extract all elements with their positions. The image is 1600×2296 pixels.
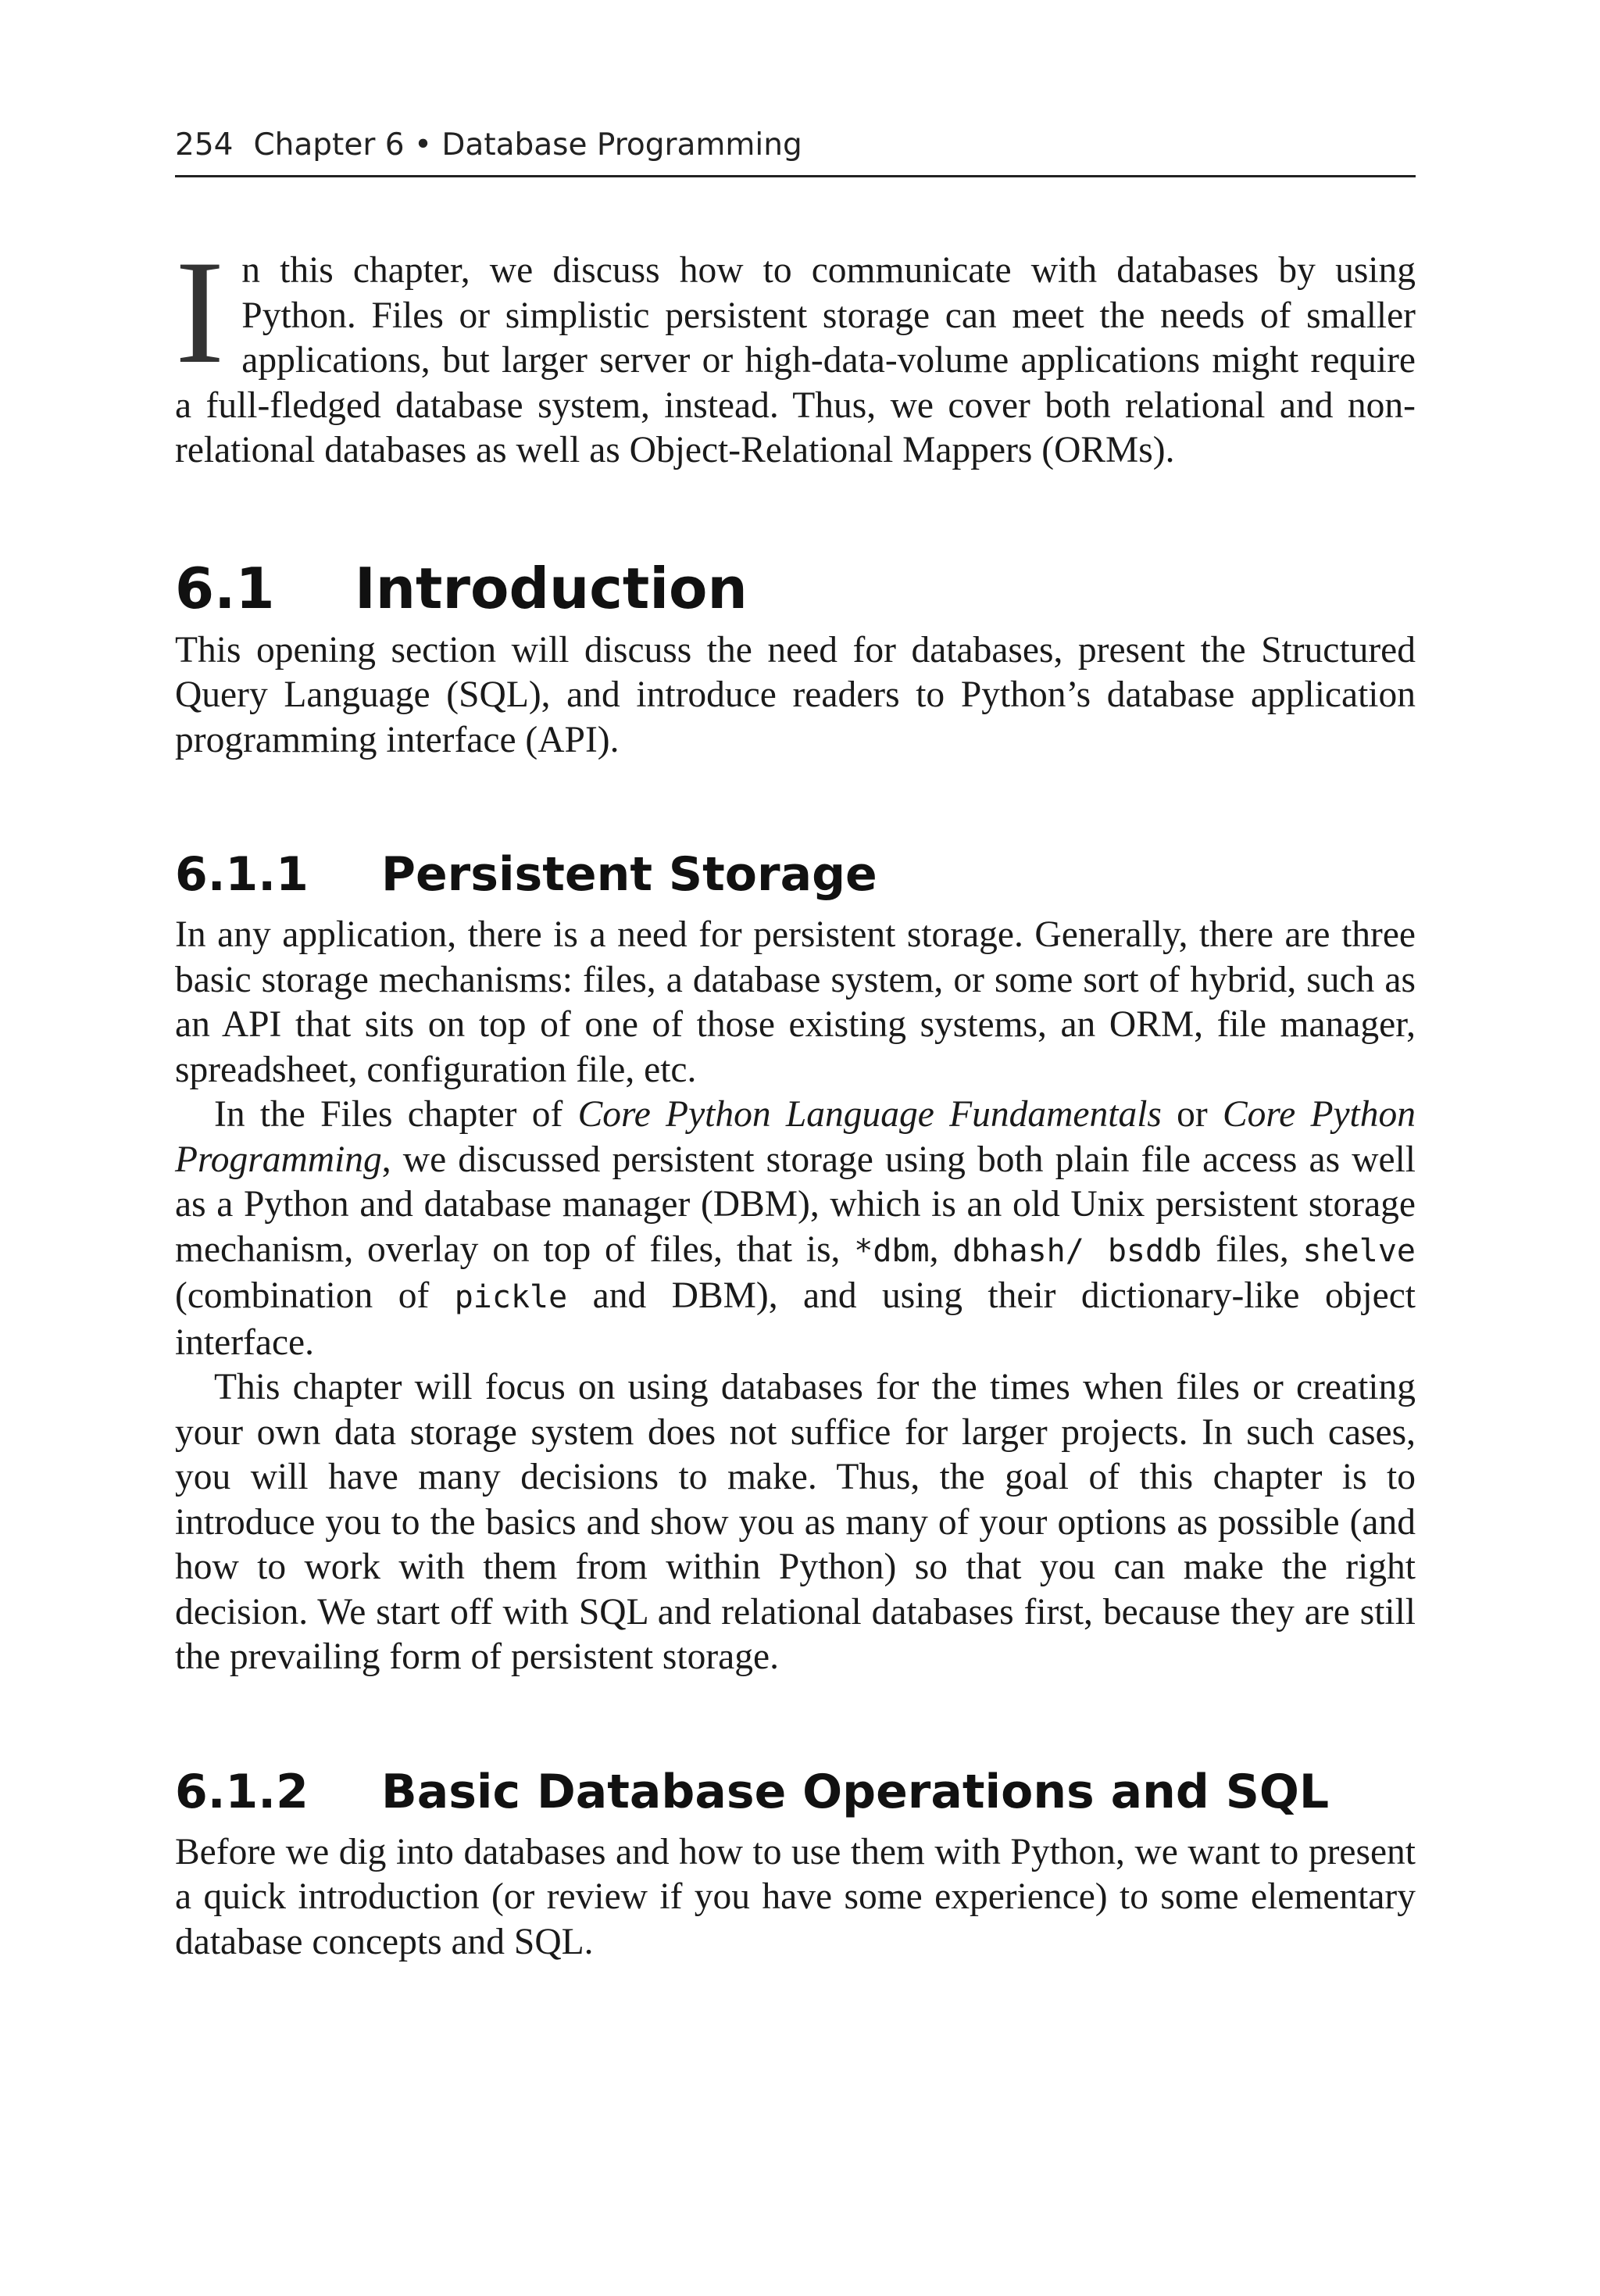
text-run: (combination of [175, 1275, 455, 1316]
section-6-1-paragraph: This opening section will discuss the need for databases, present the Structured Query Language (SQL), and introduce readers to Python’s database application programming interface (API). [175, 629, 1416, 760]
section-6-1-1-paragraph-3: This chapter will focus on using databases for the times when files or creating your own data storage system does not suffice for larger projects. In such cases, you will have many decisions to make. Thus, the goal of this chapter is to introduce you to the basics and show you as many of your options as possible (and how to work with them from within Python) so that you can make the right decision. We start off with SQL and relational databases first, because they are still the prevailing form of persistent storage. [175, 1367, 1416, 1677]
text-run: files, [1202, 1228, 1303, 1270]
drop-cap: I [175, 231, 225, 395]
text-run: In the Files chapter of [214, 1094, 578, 1135]
section-number: 6.1 [175, 555, 275, 621]
section-number: 6.1.2 [175, 1764, 309, 1819]
book-title-italic: Core Python Programming [175, 1094, 1416, 1180]
text-run: and DBM), and using their dictionary-like object interface. [175, 1275, 1416, 1363]
code-dbm: *dbm [854, 1232, 930, 1269]
code-pickle: pickle [454, 1279, 568, 1315]
section-6-1-1-paragraph-1: In any application, there is a need for persistent storage. Generally, there are three basic storage mechanisms: files, a database system, or some sort of hybrid, such as an API that sits on top of one of those existing systems, an ORM, file manager, spreadsheet, configuration file, etc. [175, 914, 1416, 1090]
section-title: Introduction [355, 555, 748, 621]
text-run: , [929, 1228, 953, 1270]
page-number: 254 [175, 127, 234, 163]
text-run: , we discussed persistent storage using both plain file access as well as a Python and database manager (DBM), which is an old Unix persistent storage mechanism, overlay on top of files, that is, [175, 1139, 1416, 1270]
section-heading-6-1 [175, 553, 1416, 624]
section-number: 6.1.1 [175, 847, 309, 902]
text-run: or [1161, 1094, 1223, 1135]
section-heading-6-1-1 [175, 844, 1416, 905]
intro-text: n this chapter, we discuss how to communicate with databases by using Python. Files or simplistic persistent storage can meet the needs of smaller applications, but larger server or high-data-volume applications might require a full-fledged database system, instead. Thus, we cover both relational and non-relational databases as well as Object-Relational Mappers (ORMs). [175, 250, 1416, 470]
section-6-1-1-paragraph-2 [175, 1093, 1416, 1365]
code-shelve: shelve [1302, 1232, 1416, 1269]
running-title: Chapter 6 • Database Programming [253, 127, 802, 163]
section-title: Basic Database Operations and SQL [381, 1764, 1330, 1819]
chapter-intro-paragraph [175, 231, 1416, 474]
running-header [175, 123, 1416, 177]
section-title: Persistent Storage [381, 847, 877, 902]
book-title-italic: Core Python Language Fundamentals [577, 1094, 1162, 1135]
page-content [175, 231, 1416, 1965]
code-dbhash-bsddb: dbhash/ bsddb [952, 1232, 1202, 1269]
section-heading-6-1-2 [175, 1761, 1416, 1822]
section-6-1-2-paragraph: Before we dig into databases and how to use them with Python, we want to present a quick introduction (or review if you have some experience) to some elementary database concepts and SQL. [175, 1831, 1416, 1962]
